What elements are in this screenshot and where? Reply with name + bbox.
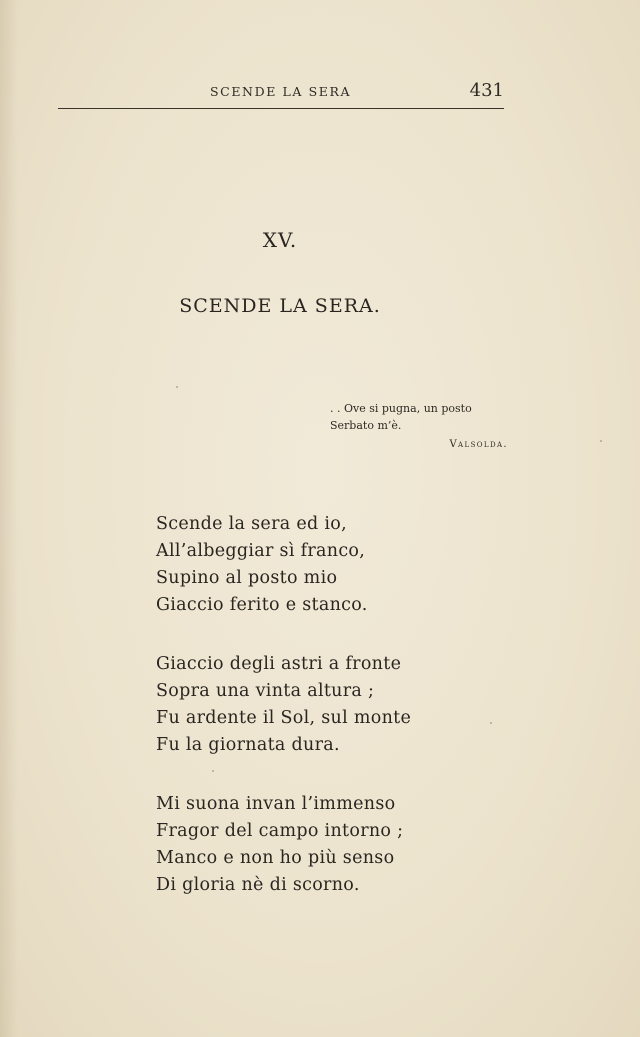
poem-title: SCENDE LA SERA. (179, 295, 381, 317)
verse-line: Fu la giornata dura. (156, 735, 340, 755)
verse-line: Fragor del campo intorno ; (156, 821, 404, 841)
page-gutter-shadow (0, 0, 18, 1037)
running-title: SCENDE LA SERA (210, 84, 352, 99)
stanza-1 (156, 511, 476, 619)
paper-speck (212, 770, 214, 772)
paper-speck (176, 386, 178, 388)
epigraph-attribution: Valsolda. (449, 439, 508, 450)
verse-line: Giaccio ferito e stanco. (156, 595, 368, 615)
verse-line: Giaccio degli astri a fronte (156, 654, 402, 674)
section-number: XV. (262, 228, 298, 252)
verse-line: Sopra una vinta altura ; (156, 681, 375, 701)
verse-line: All’albeggiar sì franco, (156, 541, 366, 561)
verse-line: Mi suona invan l’immenso (156, 794, 396, 814)
running-header (58, 80, 504, 106)
verse-line: Scende la sera ed io, (156, 514, 347, 534)
stanza-2 (156, 651, 476, 759)
verse-line: Supino al posto mio (156, 568, 338, 588)
stanza-3 (156, 791, 476, 899)
verse-line: Fu ardente il Sol, sul monte (156, 708, 412, 728)
epigraph-line: . . Ove si pugna, un posto (330, 402, 472, 415)
epigraph (330, 400, 508, 453)
verse-line: Di gloria nè di scorno. (156, 875, 360, 895)
paper-speck (600, 440, 602, 442)
page-number: 431 (469, 80, 504, 101)
verse-line: Manco e non ho più senso (156, 848, 395, 868)
header-rule (58, 108, 504, 109)
paper-speck (490, 722, 492, 724)
epigraph-line: Serbato m’è. (330, 419, 402, 432)
